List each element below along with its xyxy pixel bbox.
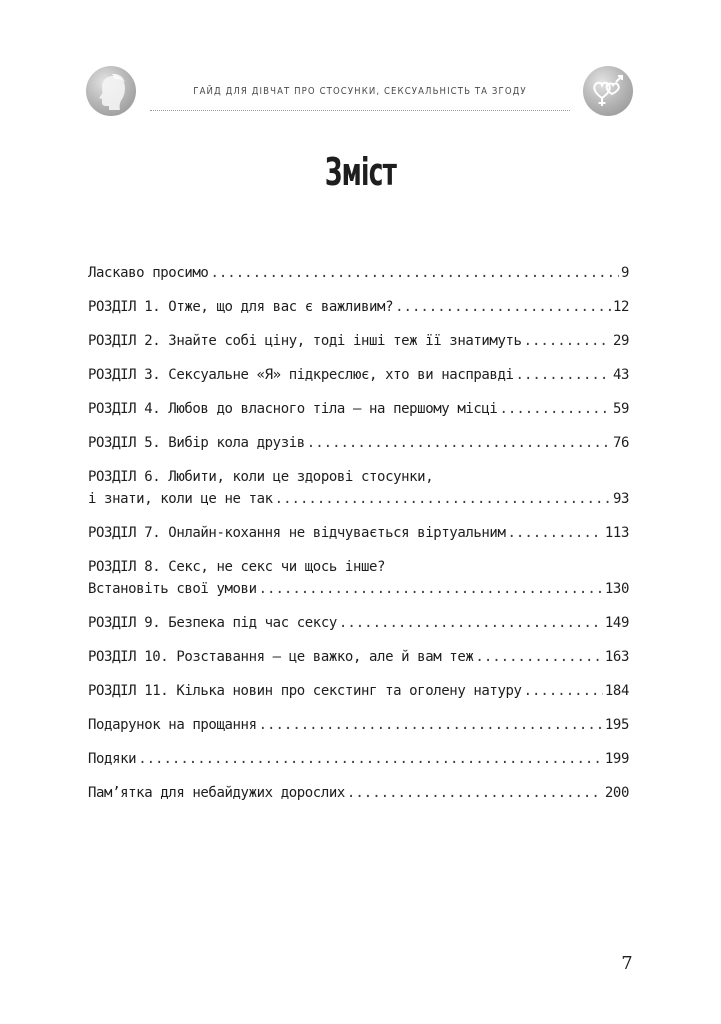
toc-page-number: 76 bbox=[612, 435, 629, 451]
dot-leader bbox=[275, 488, 611, 510]
toc-entry-title: Пам’ятка для небайдужих дорослих bbox=[88, 785, 345, 801]
dot-leader bbox=[499, 398, 610, 420]
dot-leader bbox=[259, 714, 603, 736]
toc-entry bbox=[88, 748, 629, 770]
toc-page-number: 43 bbox=[612, 367, 629, 383]
toc-entry bbox=[88, 364, 629, 386]
woman-profile-icon bbox=[86, 66, 136, 116]
dot-leader bbox=[524, 330, 611, 352]
toc-entry bbox=[88, 782, 629, 804]
header-dotted-rule bbox=[150, 110, 570, 111]
toc-entry-title: Подарунок на прощання bbox=[88, 717, 257, 733]
dot-leader bbox=[307, 432, 611, 454]
toc-page-number: 195 bbox=[604, 717, 629, 733]
dot-leader bbox=[210, 262, 619, 284]
toc-entry-title: Подяки bbox=[88, 751, 137, 767]
toc-page-number: 130 bbox=[604, 581, 629, 597]
toc-entry-title: РОЗДІЛ 1. Отже, що для вас є важливим? bbox=[88, 299, 394, 315]
toc-entry-title: РОЗДІЛ 7. Онлайн-кохання не відчувається віртуальним bbox=[88, 525, 506, 541]
toc-entry-title: і знати, коли це не так bbox=[88, 491, 273, 507]
toc-entry-title: РОЗДІЛ 5. Вибір кола друзів bbox=[88, 435, 305, 451]
toc-entry bbox=[88, 432, 629, 454]
toc-entry-title: Ласкаво просимо bbox=[88, 265, 209, 281]
toc-entry-title: РОЗДІЛ 9. Безпека під час сексу bbox=[88, 615, 337, 631]
toc-page-number: 113 bbox=[604, 525, 629, 541]
toc-entry bbox=[88, 714, 629, 736]
toc-entry-title: РОЗДІЛ 2. Знайте собі ціну, тоді інші теж її знатимуть bbox=[88, 333, 522, 349]
toc-entry bbox=[88, 612, 629, 634]
toc-entry-title: РОЗДІЛ 11. Кілька новин про секстинг та оголену натуру bbox=[88, 683, 522, 699]
toc-entry bbox=[88, 296, 629, 318]
toc-page-number: 200 bbox=[604, 785, 629, 801]
toc-page-number: 9 bbox=[620, 265, 629, 281]
dot-leader bbox=[395, 296, 611, 318]
running-title: ГАЙД ДЛЯ ДІВЧАТ ПРО СТОСУНКИ, СЕКСУАЛЬНІСТЬ ТА ЗГОДУ bbox=[193, 86, 527, 97]
dot-leader bbox=[516, 364, 611, 386]
toc-page-number: 163 bbox=[604, 649, 629, 665]
toc-entry bbox=[88, 556, 629, 600]
toc-entry-title: Встановіть свої умови bbox=[88, 581, 257, 597]
hearts-gender-icon bbox=[583, 66, 633, 116]
toc-page-number: 184 bbox=[604, 683, 629, 699]
toc-page-number: 59 bbox=[612, 401, 629, 417]
dot-leader bbox=[259, 578, 603, 600]
toc-page-number: 199 bbox=[604, 751, 629, 767]
toc-entry bbox=[88, 466, 629, 510]
toc-entry-title: РОЗДІЛ 3. Сексуальне «Я» підкреслює, хто ви насправді bbox=[88, 367, 514, 383]
toc-page-number: 29 bbox=[612, 333, 629, 349]
toc-entry bbox=[88, 330, 629, 352]
toc-entry bbox=[88, 646, 629, 668]
running-header bbox=[0, 62, 721, 122]
toc-entry bbox=[88, 398, 629, 420]
dot-leader bbox=[339, 612, 603, 634]
toc-entry-title: РОЗДІЛ 4. Любов до власного тіла — на першому місці bbox=[88, 401, 498, 417]
toc-entry-title: РОЗДІЛ 6. Любити, коли це здорові стосунки, bbox=[88, 469, 434, 485]
dot-leader bbox=[475, 646, 603, 668]
toc-page-number: 93 bbox=[612, 491, 629, 507]
table-of-contents bbox=[88, 262, 629, 816]
toc-entry-title: РОЗДІЛ 10. Розставання — це важко, але й вам теж bbox=[88, 649, 474, 665]
page-number: 7 bbox=[621, 953, 633, 974]
toc-entry bbox=[88, 522, 629, 544]
dot-leader bbox=[508, 522, 603, 544]
dot-leader bbox=[138, 748, 603, 770]
toc-page-number: 12 bbox=[612, 299, 629, 315]
dot-leader bbox=[524, 680, 603, 702]
toc-entry-title: РОЗДІЛ 8. Секс, не секс чи щось інше? bbox=[88, 559, 386, 575]
toc-entry bbox=[88, 262, 629, 284]
toc-entry bbox=[88, 680, 629, 702]
page-title: Зміст bbox=[324, 150, 397, 194]
toc-page-number: 149 bbox=[604, 615, 629, 631]
dot-leader bbox=[347, 782, 603, 804]
